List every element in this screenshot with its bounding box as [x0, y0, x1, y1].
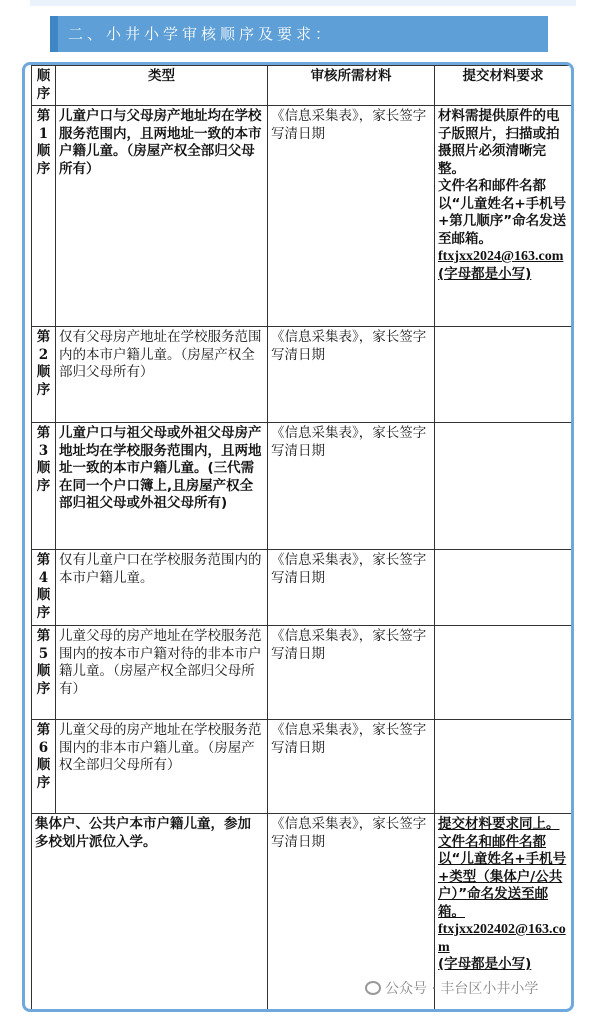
row-requirements — [435, 327, 572, 423]
section-title: 二、小井小学审核顺序及要求： — [50, 16, 548, 52]
row-type: 儿童户口与父母房产地址均在学校服务范围内，且两地址一致的本市户籍儿童。（房屋产权全部归父母所有） — [56, 106, 268, 327]
row-order: 第2顺序 — [32, 327, 56, 423]
row-type: 儿童父母的房产地址在学校服务范围内的非本市户籍儿童。（房屋产权全部归父母所有） — [56, 720, 268, 814]
row-materials: 《信息采集表》，家长签字写清日期 — [268, 106, 435, 327]
watermark — [365, 978, 538, 998]
table-header-row — [32, 66, 572, 106]
table-row — [32, 626, 572, 720]
table-row — [32, 423, 572, 550]
row-requirements — [435, 106, 572, 327]
row-type: 仅有父母房产地址在学校服务范围内的本市户籍儿童。（房屋产权全部归父母所有） — [56, 327, 268, 423]
requirement-line: 提交材料要求同上。 — [438, 816, 560, 832]
row-materials: 《信息采集表》，家长签字写清日期 — [268, 327, 435, 423]
row-materials: 《信息采集表》，家长签字写清日期 — [268, 814, 435, 1013]
row-requirements — [435, 550, 572, 626]
row-type: 集体户、公共户本市户籍儿童，参加多校划片派位入学。 — [32, 814, 268, 1013]
row-order: 第6顺序 — [32, 720, 56, 814]
email-link[interactable]: ftxjxx202402@163.com — [438, 922, 566, 955]
row-requirements — [435, 626, 572, 720]
table-row — [32, 720, 572, 814]
row-requirements — [435, 720, 572, 814]
row-requirements — [435, 423, 572, 550]
row-materials: 《信息采集表》，家长签字写清日期 — [268, 550, 435, 626]
table-row — [32, 327, 572, 423]
review-order-table — [31, 65, 572, 1012]
requirement-line: 材料需提供原件的电子版照片，扫描或拍摄照片必须清晰完整。 — [438, 108, 560, 177]
header-order: 顺序 — [32, 66, 56, 106]
requirement-line: 文件名和邮件名都以“儿童姓名+手机号+第几顺序”命名发送至邮箱。 — [438, 178, 567, 247]
table-row — [32, 106, 572, 327]
email-note: (字母都是小写) — [438, 956, 532, 972]
row-order: 第1顺序 — [32, 106, 56, 327]
top-strip — [30, 0, 576, 6]
row-order: 第3顺序 — [32, 423, 56, 550]
table-frame — [22, 62, 574, 1012]
header-type: 类型 — [56, 66, 268, 106]
row-order: 第4顺序 — [32, 550, 56, 626]
header-requirements: 提交材料要求 — [435, 66, 572, 106]
row-materials: 《信息采集表》，家长签字写清日期 — [268, 720, 435, 814]
row-type: 儿童父母的房产地址在学校服务范围内的按本市户籍对待的非本市户籍儿童。（房屋产权全部归父母所有） — [56, 626, 268, 720]
table-row — [32, 550, 572, 626]
watermark-text: 公众号 · 丰台区小井小学 — [385, 981, 539, 997]
row-materials: 《信息采集表》，家长签字写清日期 — [268, 626, 435, 720]
wechat-icon — [365, 981, 381, 995]
email-note: (字母都是小写) — [438, 265, 532, 282]
row-type: 儿童户口与祖父母或外祖父母房产地址均在学校服务范围内，且两地址一致的本市户籍儿童。(三代需在同一个户口簿上,且房屋产权全部归祖父母或外祖父母所有) — [56, 423, 268, 550]
requirement-line: 文件名和邮件名都以“儿童姓名+手机号+类型（集体户/公共户）”命名发送至邮箱。 — [438, 833, 567, 920]
row-materials: 《信息采集表》，家长签字写清日期 — [268, 423, 435, 550]
row-type: 仅有儿童户口在学校服务范围内的本市户籍儿童。 — [56, 550, 268, 626]
header-materials: 审核所需材料 — [268, 66, 435, 106]
email-link[interactable]: ftxjxx2024@163.com — [438, 249, 564, 264]
row-order: 第5顺序 — [32, 626, 56, 720]
